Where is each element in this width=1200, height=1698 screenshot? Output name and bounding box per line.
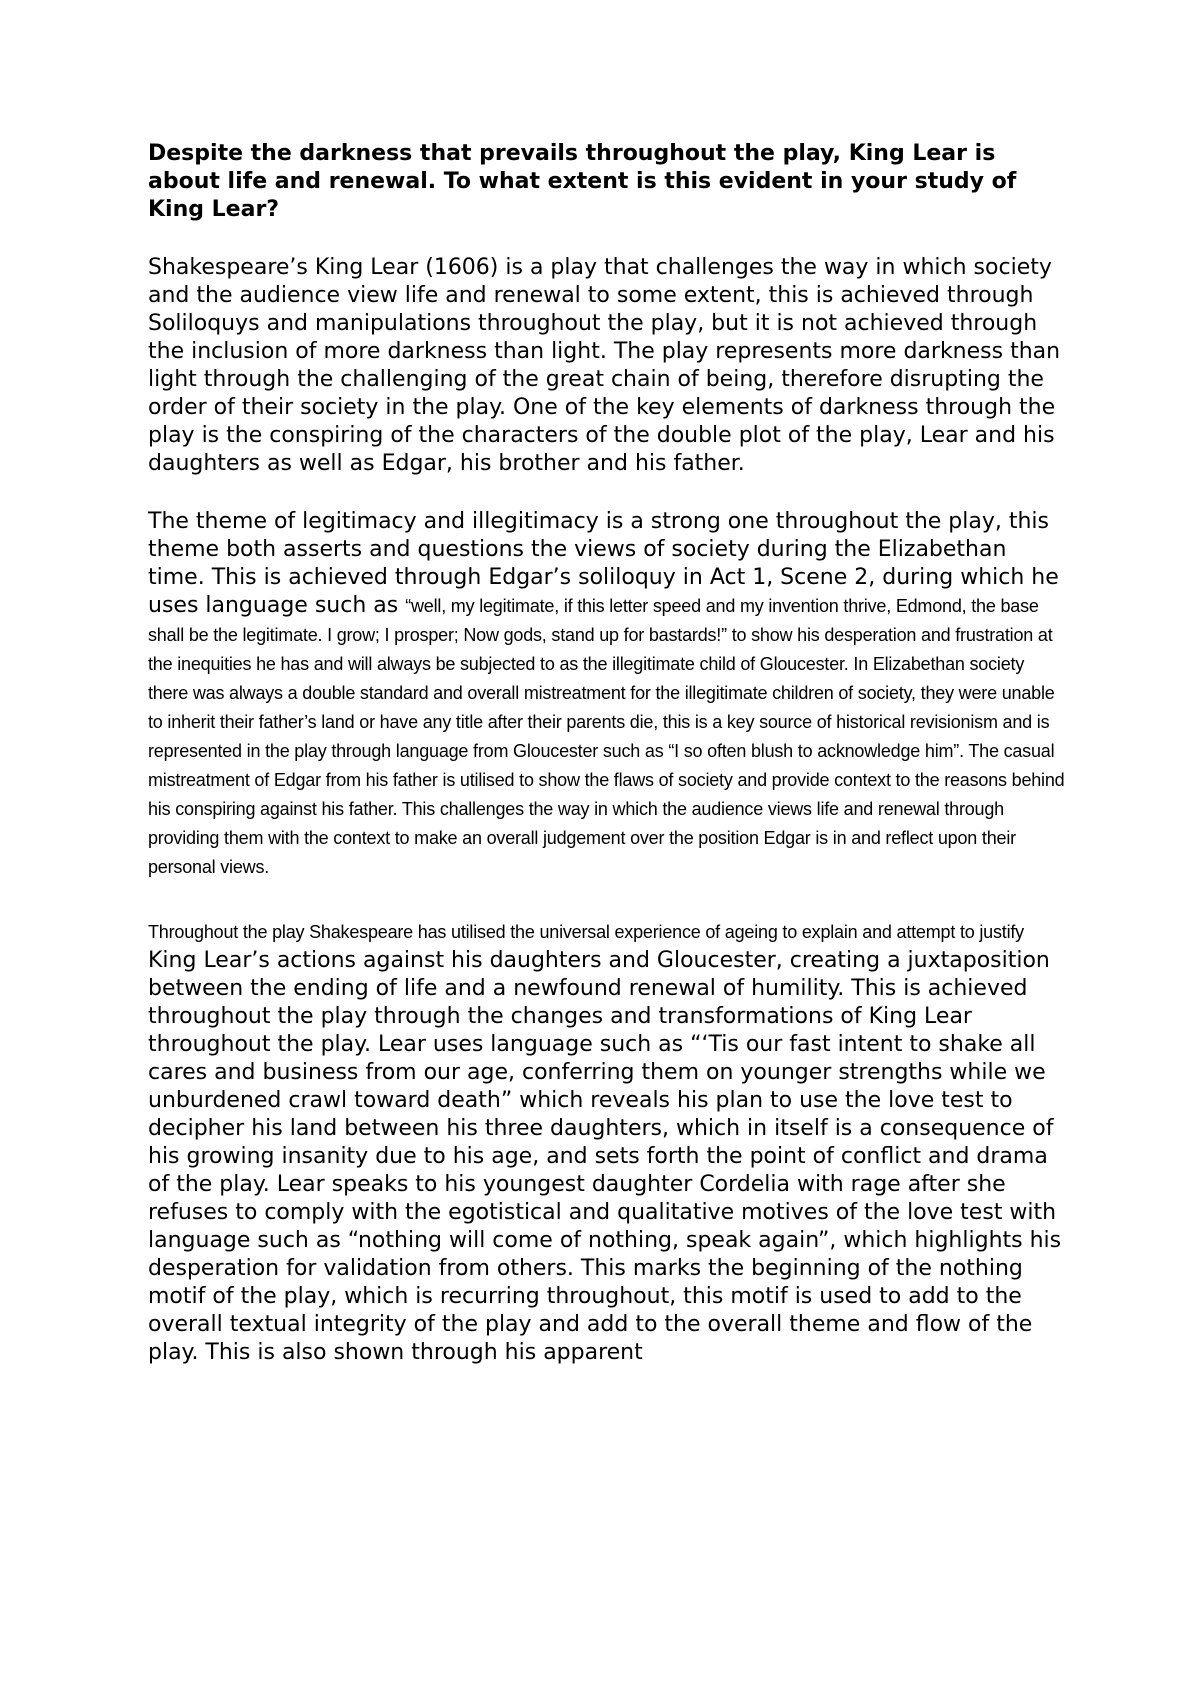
paragraph-introduction bbox=[148, 254, 1068, 478]
paragraph-text: King Lear’s actions against his daughters and Gloucester, creating a juxtaposition between the ending of life and a newfound renewal of humility. This is achieved throughout the play through the changes and transformations of King Lear throughout the play. Lear uses language such as “‘Tis our fast intent to shake all cares and business from our age, conferring them on younger strengths while we unburdened crawl toward death” which reveals his plan to use the love test to decipher his land between his three daughters, which in itself is a consequence of his growing insanity due to his age, and sets forth the point of conflict and drama of the play. Lear speaks to his youngest daughter Cordelia with rage after she refuses to comply with the egotistical and qualitative motives of the love test with language such as “nothing will come of nothing, speak again”, which highlights his desperation for validation from others. This marks the beginning of the nothing motif of the play, which is recurring throughout, this motif is used to add to the overall textual integrity of the play and add to the overall theme and flow of the play. This is also shown through his apparent bbox=[148, 948, 1062, 1365]
paragraph-text: The theme of legitimacy and illegitimacy is a strong one throughout the play, this theme both asserts and questions the views of society during the Elizabethan time. This is achieved through Edgar’s soliloquy in Act 1, Scene 2, during which he uses language such as bbox=[148, 509, 1059, 618]
document-body bbox=[148, 140, 1068, 1367]
paragraph-text-quote-font: Throughout the play Shakespeare has utilised the universal experience of ageing to explain and attempt to justify bbox=[148, 922, 1024, 942]
paragraph-legitimacy bbox=[148, 508, 1068, 882]
paragraph-text: Shakespeare’s King Lear (1606) is a play that challenges the way in which society and the audience view life and renewal to some extent, this is achieved through Soliloquys and manipulations throughout the play, but it is not achieved through the inclusion of more darkness than light. The play represents more darkness than light through the challenging of the great chain of being, therefore disrupting the order of their society in the play. One of the key elements of darkness through the play is the conspiring of the characters of the double plot of the play, Lear and his daughters as well as Edgar, his brother and his father. bbox=[148, 255, 1061, 476]
paragraph-text-quote-font: “well, my legitimate, if this letter speed and my invention thrive, Edmond, the base shall be the legitimate. I grow; I prosper; Now gods, stand up for bastards!” to show his desperation and frustration at the inequities he has and will always be subjected to as the illegitimate child of Gloucester. In Elizabethan society there was always a double standard and overall mistreatment for the illegitimate children of society, they were unable to inherit their father’s land or have any title after their parents die, this is a key source of historical revisionism and is represented in the play through language from Gloucester such as “I so often blush to acknowledge him”. The casual mistreatment of Edgar from his father is utilised to show the flaws of society and provide context to the reasons behind his conspiring against his father. This challenges the way in which the audience views life and renewal through providing them with the context to make an overall judgement over the position Edgar is in and reflect upon their personal views. bbox=[148, 596, 1065, 877]
essay-title: Despite the darkness that prevails throughout the play, King Lear is about life and renewal. To what extent is this evident in your study of King Lear? bbox=[148, 141, 1017, 222]
paragraph-ageing bbox=[148, 918, 1068, 1367]
